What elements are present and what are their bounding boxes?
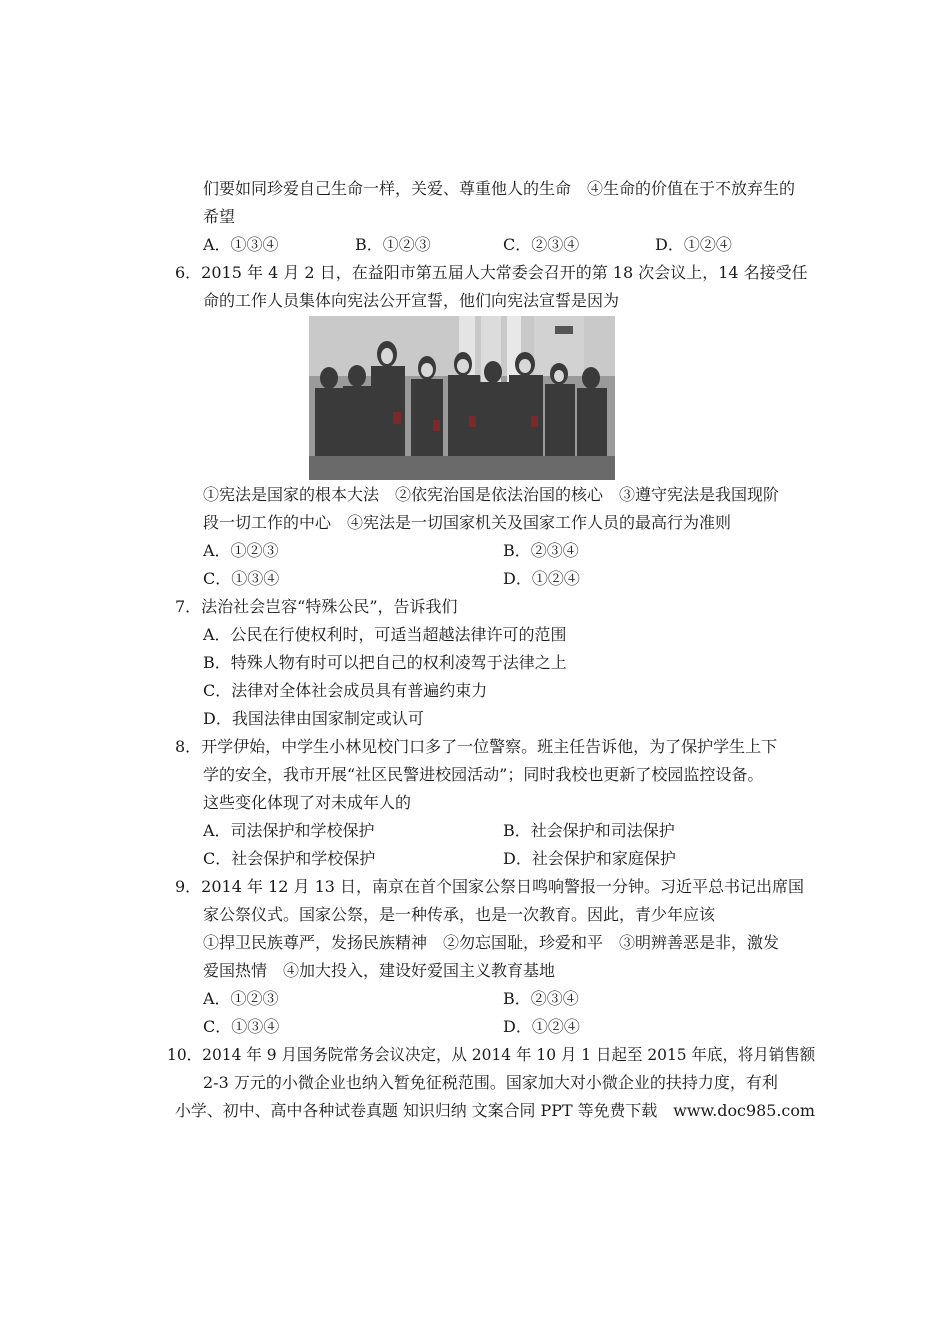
q7-option-c: C．法律对全体社会成员具有普遍约束力	[203, 681, 488, 700]
q9-stem-line-2: 家公祭仪式。国家公祭，是一种传承，也是一次教育。因此，青少年应该	[203, 905, 716, 924]
q6-option-d: D．①②④	[503, 569, 580, 588]
oath-ceremony-photo	[309, 316, 615, 480]
q7-stem: 7．法治社会岂容“特殊公民”，告诉我们	[175, 597, 458, 616]
q5-option-d: D．①②④	[655, 235, 732, 254]
q6-stem-line-1: 6．2015 年 4 月 2 日，在益阳市第五届人大常委会召开的第 18 次会议上，14 名接受任	[175, 263, 808, 282]
q7-option-b: B．特殊人物有时可以把自己的权利凌驾于法律之上	[203, 653, 567, 672]
q6-option-c: C．①③④	[203, 569, 280, 588]
q5-continuation-line-1: 们要如同珍爱自己生命一样，关爱、尊重他人的生命 ④生命的价值在于不放弃生的	[203, 179, 796, 198]
q5-option-a: A．①③④	[203, 235, 279, 254]
q9-option-a: A．①②③	[203, 989, 279, 1008]
q6-statements-line-2: 段一切工作的中心 ④宪法是一切国家机关及国家工作人员的最高行为准则	[203, 513, 732, 532]
q10-stem-line-2: 2-3 万元的小微企业也纳入暂免征税范围。国家加大对小微企业的扶持力度，有利	[203, 1073, 778, 1092]
q9-option-c: C．①③④	[203, 1017, 280, 1036]
q9-statements-line-2: 爱国热情 ④加大投入，建设好爱国主义教育基地	[203, 961, 556, 980]
q6-stem-line-2: 命的工作人员集体向宪法公开宣誓，他们向宪法宣誓是因为	[203, 291, 620, 310]
download-footer: 小学、初中、高中各种试卷真题 知识归纳 文案合同 PPT 等免费下载 www.doc985.com	[175, 1101, 816, 1120]
q9-stem-line-1: 9．2014 年 12 月 13 日，南京在首个国家公祭日鸣响警报一分钟。习近平总书记出席国	[175, 877, 805, 896]
q8-stem-line-2: 学的安全，我市开展“社区民警进校园活动”；同时我校也更新了校园监控设备。	[203, 765, 764, 784]
q8-option-a: A．司法保护和学校保护	[203, 821, 375, 840]
q6-option-b: B．②③④	[503, 541, 579, 560]
q5-continuation-line-2: 希望	[203, 207, 236, 226]
q10-stem-line-1: 10．2014 年 9 月国务院常务会议决定，从 2014 年 10 月 1 日起至 2015 年底，将月销售额	[167, 1045, 816, 1064]
q8-option-b: B．社会保护和司法保护	[503, 821, 675, 840]
q8-stem-line-3: 这些变化体现了对未成年人的	[203, 793, 412, 812]
q9-option-d: D．①②④	[503, 1017, 580, 1036]
q7-option-a: A．公民在行使权利时，可适当超越法律许可的范围	[203, 625, 567, 644]
q6-option-a: A．①②③	[203, 541, 279, 560]
q8-stem-line-1: 8．开学伊始，中学生小林见校门口多了一位警察。班主任告诉他，为了保护学生上下	[175, 737, 778, 756]
q7-option-d: D．我国法律由国家制定或认可	[203, 709, 424, 728]
q5-option-b: B．①②③	[355, 235, 431, 254]
q5-option-c: C．②③④	[503, 235, 580, 254]
q9-option-b: B．②③④	[503, 989, 579, 1008]
q9-statements-line-1: ①捍卫民族尊严，发扬民族精神 ②勿忘国耻，珍爱和平 ③明辨善恶是非，激发	[203, 933, 780, 952]
q6-statements-line-1: ①宪法是国家的根本大法 ②依宪治国是依法治国的核心 ③遵守宪法是我国现阶	[203, 485, 780, 504]
q8-option-d: D．社会保护和家庭保护	[503, 849, 676, 868]
q8-option-c: C．社会保护和学校保护	[203, 849, 376, 868]
